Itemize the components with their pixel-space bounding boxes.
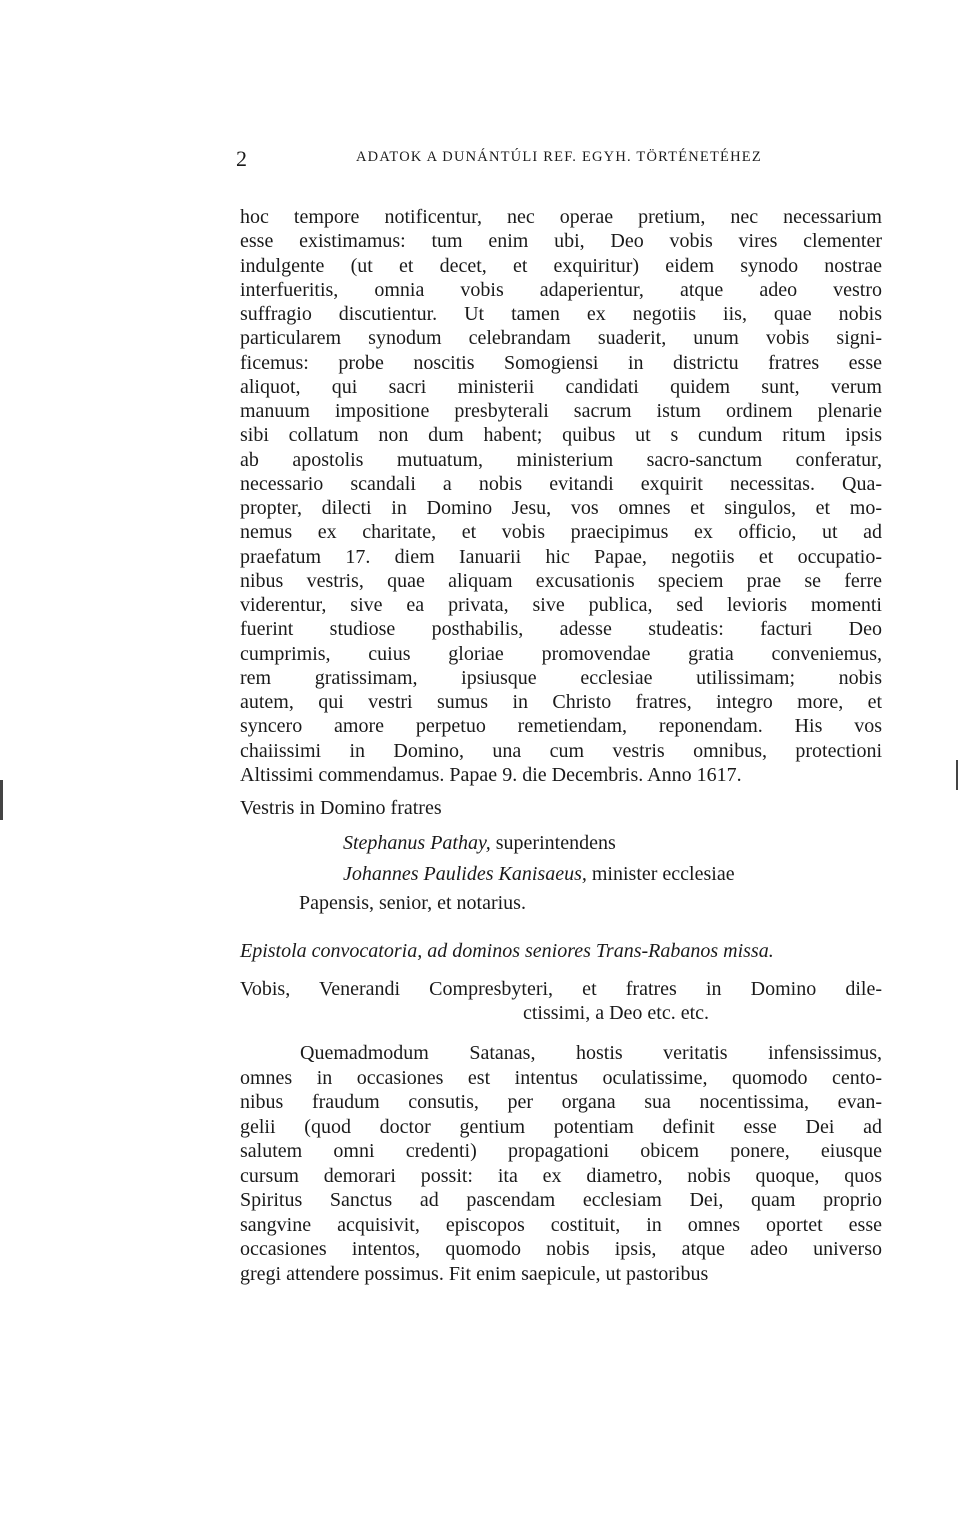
text-line: syncero amore perpetuo remetiendam, reponendam. His vos: [240, 715, 882, 738]
text-line: gelii (quod doctor gentium potentiam definit esse Dei ad: [240, 1115, 882, 1138]
text-line: propter, dilecti in Domino Jesu, vos omnes et singulos, et mo-: [240, 497, 882, 519]
text-line: occasiones intentos, quomodo nobis ipsis, atque adeo universo: [240, 1238, 882, 1260]
salutation-line: ctissimi, a Deo etc. etc.: [523, 1002, 710, 1025]
letter-two-body: [240, 1041, 882, 1286]
text-line: nibus vestris, quae aliquam excusationis speciem prae se ferre: [240, 569, 882, 592]
page-number: 2: [236, 146, 248, 171]
signature-notary-continued: Papensis, senior, et notarius.: [299, 892, 526, 914]
text-line: autem, qui vestri sumus in Christo fratres, integro more, et: [240, 691, 882, 713]
text-line: nemus ex charitate, et vobis praecipimus ex officio, ut ad: [240, 521, 882, 544]
letter-closing: Vestris in Domino fratres: [240, 797, 442, 819]
text-line: chaiissimi in Domino, una cum vestris omnibus, protectioni: [240, 739, 882, 762]
page-header: [236, 146, 882, 176]
text-line: hoc tempore notificentur, nec operae pretium, nec necessarium: [240, 206, 882, 228]
running-title: ADATOK A DUNÁNTÚLI REF. EGYH. TÖRTÉNETÉHEZ: [356, 149, 762, 165]
text-line: ficemus: probe noscitis Somogiensi in districtu fratres esse: [240, 351, 882, 374]
letter-one-body: [240, 205, 882, 787]
scan-edge-mark: [956, 760, 958, 790]
salutation-line: Vobis, Venerandi Compresbyteri, et fratres in Domino dile-: [240, 978, 882, 1000]
text-line: Spiritus Sanctus ad pascendam ecclesiam Dei, quam proprio: [240, 1189, 882, 1211]
letter-two-salutation: [240, 977, 882, 1026]
text-line: particularem synodum celebrandam suaderit, unum vobis signi-: [240, 327, 882, 350]
text-line: cursum demorari possit: ita ex diametro, nobis quoque, quos: [240, 1164, 882, 1187]
text-line: Altissimi commendamus. Papae 9. die Decembris. Anno 1617.: [240, 763, 742, 786]
text-line: interfueritis, omnia vobis adaperientur, atque adeo vestro: [240, 278, 882, 301]
text-line: cumprimis, cuius gloriae promovendae gratia conveniemus,: [240, 642, 882, 665]
text-line: manuum impositione presbyterali sacrum istum ordinem plenarie: [240, 400, 882, 422]
scan-edge-mark: [0, 780, 3, 820]
text-line: praefatum 17. diem Ianuarii hic Papae, negotiis et occupatio-: [240, 545, 882, 568]
text-line: omnes in occasiones est intentus oculatissime, quomodo cento-: [240, 1066, 882, 1089]
text-line: gregi attendere possimus. Fit enim saepicule, ut pastoribus: [240, 1262, 709, 1285]
text-line: nibus fraudum consutis, per organa sua nocentissima, evan-: [240, 1091, 882, 1113]
text-line: suffragio discutientur. Ut tamen ex negotiis iis, quae nobis: [240, 303, 882, 325]
text-line: ab apostolis mutuatum, ministerium sacro-sanctum conferatur,: [240, 448, 882, 471]
text-line: esse existimamus: tum enim ubi, Deo vobis vires clementer: [240, 230, 882, 253]
text-line: Quemadmodum Satanas, hostis veritatis infensissimus,: [300, 1042, 882, 1064]
letter-two-heading: Epistola convocatoria, ad dominos seniores Trans-Rabanos missa.: [240, 940, 774, 962]
signature-superintendent: [343, 831, 616, 855]
text-line: indulgente (ut et decet, et exquiritur) eidem synodo nostrae: [240, 254, 882, 277]
text-line: necessario scandali a nobis evitandi exquirit necessitas. Qua-: [240, 472, 882, 495]
text-line: sibi collatum non dum habent; quibus ut s cundum ritum ipsis: [240, 424, 882, 447]
text-line: fuerint studiose posthabilis, adesse studeatis: facturi Deo: [240, 618, 882, 641]
text-line: sangvine acquisivit, episcopos costituit, in omnes oportet esse: [240, 1213, 882, 1236]
text-line: aliquot, qui sacri ministerii candidati quidem sunt, verum: [240, 375, 882, 398]
signature-name-pathay: Stephanus Pathay,: [343, 832, 491, 854]
signature-title-minister: minister ecclesiae: [586, 863, 735, 885]
text-line: salutem omni credenti) propagationi obicem ponere, eiusque: [240, 1140, 882, 1162]
signature-name-paulides: Johannes Paulides Kanisaeus,: [343, 863, 587, 885]
text-line: rem gratissimam, ipsiusque ecclesiae utilissimam; nobis: [240, 666, 882, 689]
signature-title-superintendent: superintendens: [490, 832, 616, 854]
signature-notary: [343, 862, 735, 886]
text-line: viderentur, sive ea privata, sive publica, sed levioris momenti: [240, 594, 882, 616]
